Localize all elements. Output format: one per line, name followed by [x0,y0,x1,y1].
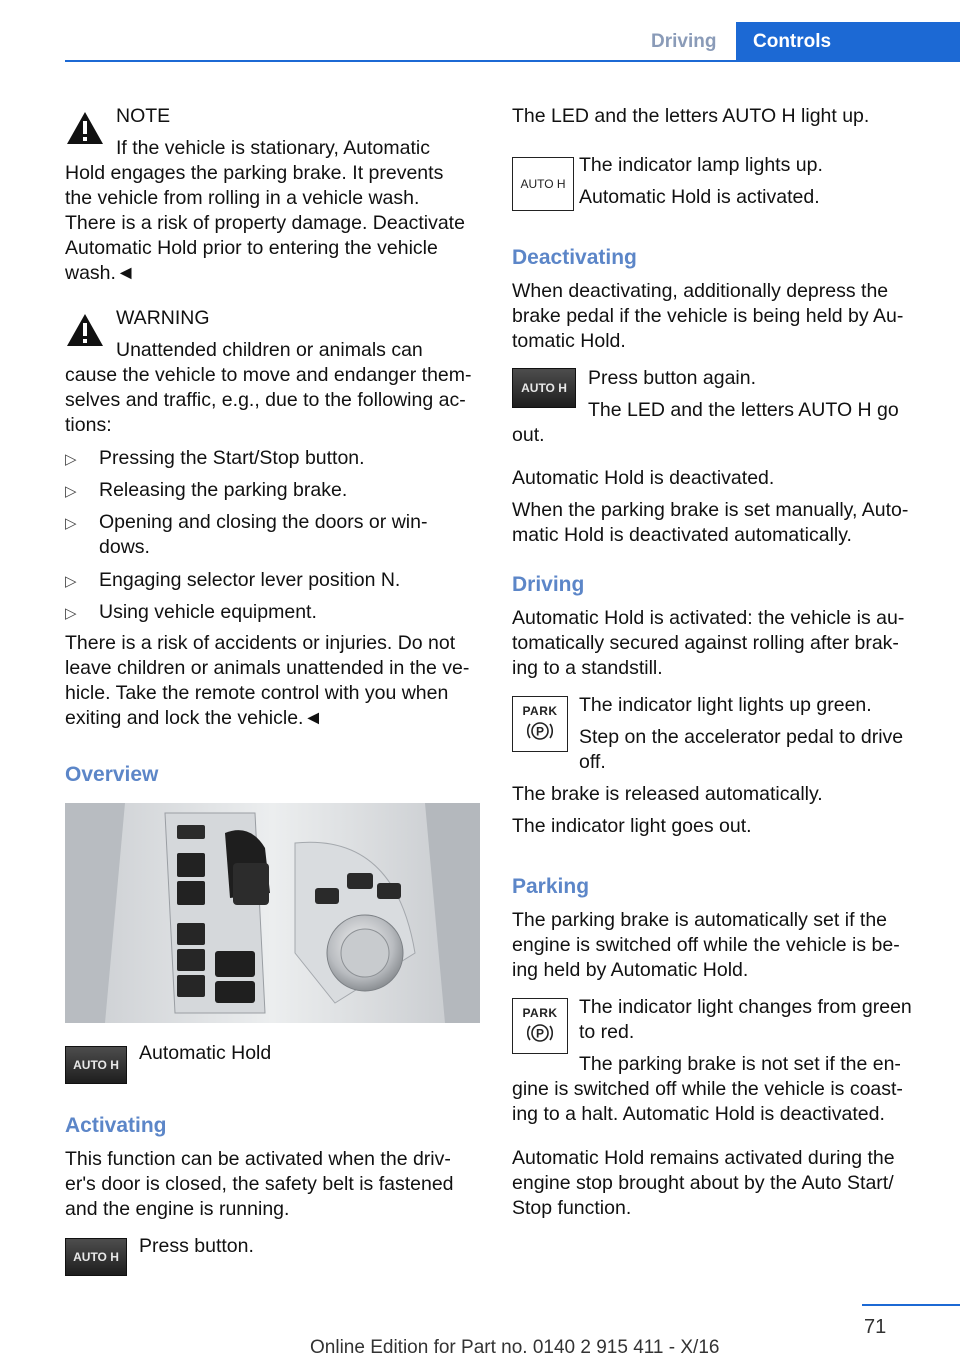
park-label: PARK [522,704,558,718]
remains-line: Automatic Hold remains activated during the [512,1147,895,1169]
driving-line: tomatically secured against rolling after brak‐ [512,632,899,654]
step-line: off. [579,751,606,773]
center-console-photo [65,803,480,1023]
deactivated-text: Automatic Hold is deactivated. [512,467,775,489]
led-go-out-line: The LED and the letters AUTO H go [588,399,899,421]
bullet-item: Releasing the parking brake. [99,479,348,501]
warning-line: selves and traffic, e.g., due to the following ac‐ [65,389,466,411]
auto-h-button-icon: AUTO H [65,1238,127,1276]
auto-h-button-icon: AUTO H [512,368,576,408]
activating-line: and the engine is running. [65,1198,290,1220]
bullet-icon: ▷ [65,451,77,468]
parking-brake-symbol-icon [527,1020,553,1046]
park-indicator-icon [512,998,568,1054]
risk-line: exiting and lock the vehicle.◄ [65,707,323,729]
lamp-line: The indicator lamp lights up. [579,154,823,176]
lamp-line: Automatic Hold is activated. [579,186,820,208]
led-go-out-line: out. [512,424,545,446]
parking-line: engine is switched off while the vehicle is be‐ [512,934,900,956]
risk-line: There is a risk of accidents or injuries. Do not [65,632,456,654]
auto-h-caption: Automatic Hold [139,1042,272,1064]
note-line: wash.◄ [65,262,136,284]
green-light-text: The indicator light lights up green. [579,694,872,716]
header-section: Driving [651,31,717,52]
not-set-line: The parking brake is not set if the en‐ [579,1053,901,1075]
bullet-item: Pressing the Start/Stop button. [99,447,365,469]
manual-line: matic Hold is deactivated automatically. [512,524,852,546]
deactivating-line: brake pedal if the vehicle is being held by Au‐ [512,305,904,327]
parking-line: ing held by Automatic Hold. [512,959,749,981]
auto-h-button-icon: AUTO H [65,1046,127,1084]
press-button-text: Press button. [139,1235,254,1257]
activating-line: er's door is closed, the safety belt is fastened [65,1173,454,1195]
not-set-line: ing to a halt. Automatic Hold is deactivated. [512,1103,885,1125]
light-goes-out-text: The indicator light goes out. [512,815,752,837]
warning-line: tions: [65,414,112,436]
note-line: Automatic Hold prior to entering the vehicle [65,237,438,259]
bullet-item: Opening and closing the doors or win‐ [99,511,428,533]
park-label: PARK [522,1006,558,1020]
note-line: the vehicle from rolling in a vehicle wash. [65,187,420,209]
not-set-line: gine is switched off while the vehicle is coast‐ [512,1078,903,1100]
bullet-item: Using vehicle equipment. [99,601,317,623]
bullet-item: dows. [99,536,150,558]
overview-heading: Overview [65,763,159,786]
header-tab-controls: Controls [736,22,960,62]
manual-line: When the parking brake is set manually, Auto‐ [512,499,909,521]
auto-h-indicator-icon: AUTO H [512,157,574,211]
deactivating-line: When deactivating, additionally depress the [512,280,889,302]
bullet-icon: ▷ [65,483,77,500]
parking-brake-symbol-icon [527,718,553,744]
warning-triangle-icon [65,110,105,146]
note-title: NOTE [116,105,171,127]
risk-line: leave children or animals unattended in the ve‐ [65,657,470,679]
note-line: If the vehicle is stationary, Automatic [116,137,430,159]
changes-line: to red. [579,1021,635,1043]
activating-line: This function can be activated when the driv‐ [65,1148,451,1170]
warning-triangle-icon [65,312,105,348]
park-indicator-icon [512,696,568,752]
press-again-text: Press button again. [588,367,757,389]
deactivating-line: tomatic Hold. [512,330,626,352]
step-line: Step on the accelerator pedal to drive [579,726,904,748]
warning-line: cause the vehicle to move and endanger them‐ [65,364,472,386]
parking-heading: Parking [512,875,590,898]
driving-line: Automatic Hold is activated: the vehicle is au‐ [512,607,905,629]
bullet-icon: ▷ [65,515,77,532]
note-line: There is a risk of property damage. Deactivate [65,212,465,234]
note-line: Hold engages the parking brake. It prevents [65,162,444,184]
page-number: 71 [864,1316,887,1338]
park-symbol-letter: P [535,724,545,739]
changes-line: The indicator light changes from green [579,996,912,1018]
remains-line: Stop function. [512,1197,632,1219]
bullet-icon: ▷ [65,573,77,590]
footer-rule [862,1304,960,1306]
led-light-up-text: The LED and the letters AUTO H light up. [512,105,870,127]
bullet-icon: ▷ [65,605,77,622]
brake-released-text: The brake is released automatically. [512,783,823,805]
footer-edition: Online Edition for Part no. 0140 2 915 411 - X/16 [310,1337,720,1358]
remains-line: engine stop brought about by the Auto Start/ [512,1172,894,1194]
park-symbol-letter: P [535,1026,545,1041]
warning-line: Unattended children or animals can [116,339,423,361]
parking-line: The parking brake is automatically set if the [512,909,888,931]
bullet-item: Engaging selector lever position N. [99,569,401,591]
driving-heading: Driving [512,573,585,596]
risk-line: hicle. Take the remote control with you when [65,682,449,704]
activating-heading: Activating [65,1114,167,1137]
warning-title: WARNING [116,307,210,329]
deactivating-heading: Deactivating [512,246,637,269]
driving-line: ing to a standstill. [512,657,663,679]
